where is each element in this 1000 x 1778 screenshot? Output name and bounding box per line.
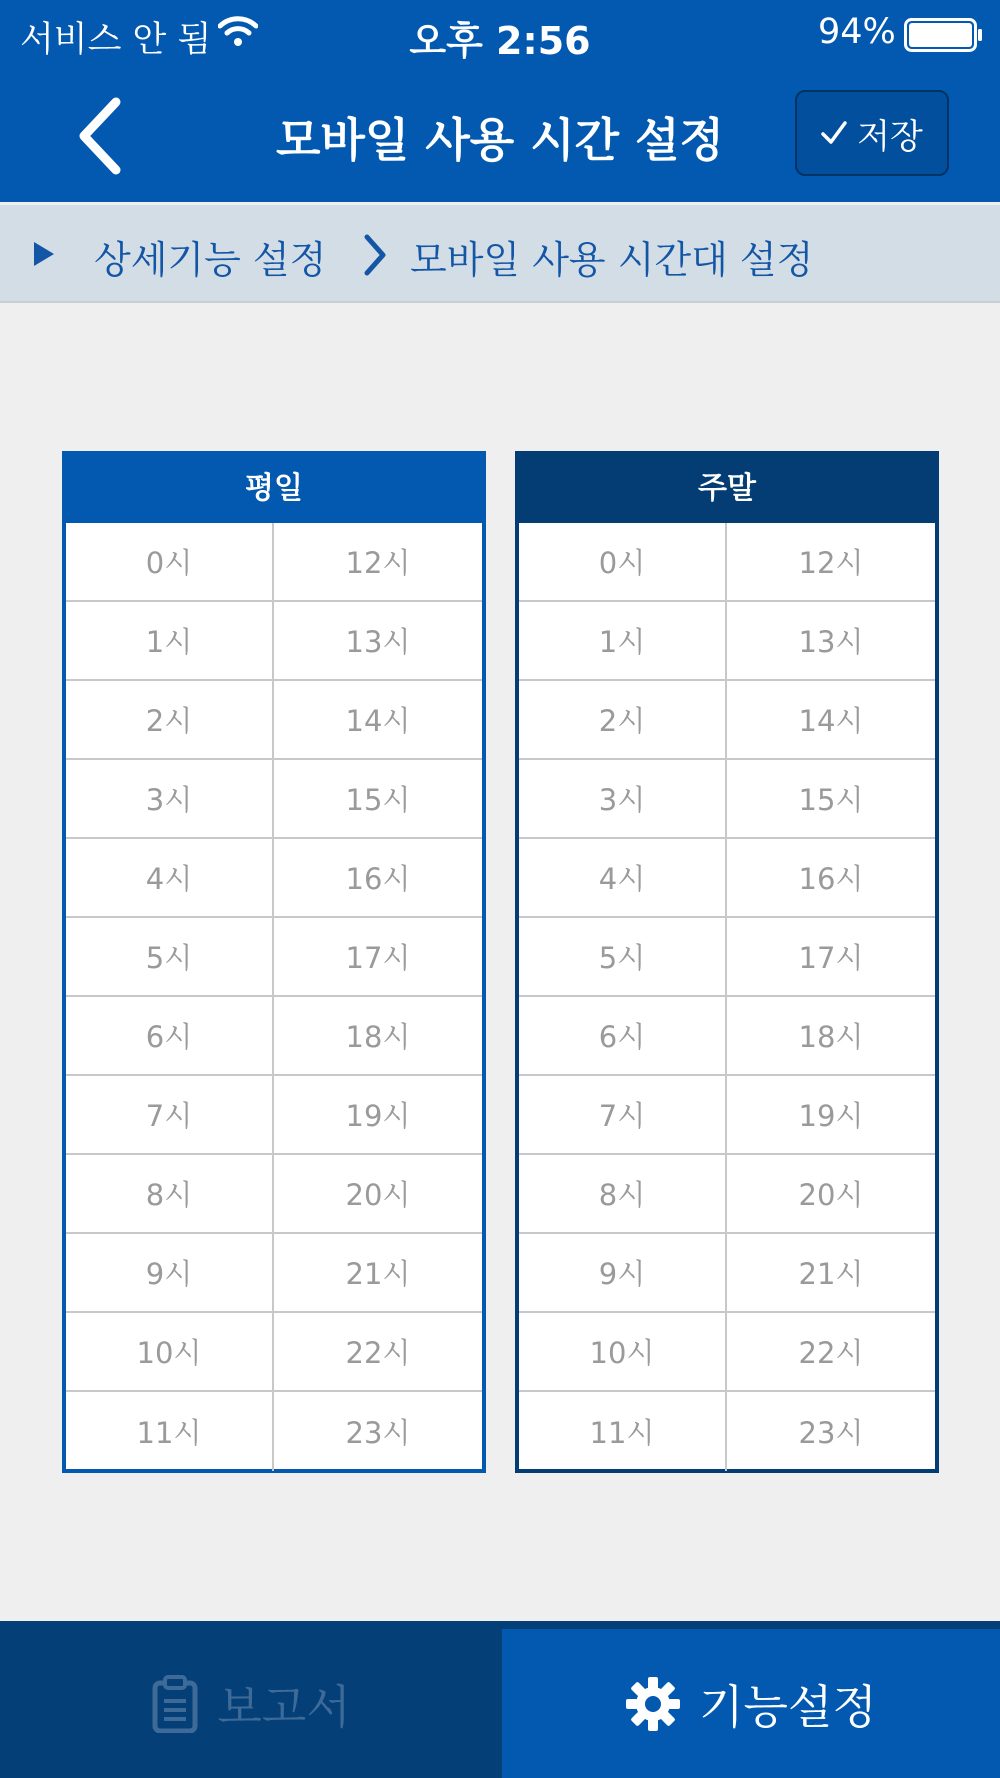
- navigation-bar: [0, 68, 1000, 202]
- weekend-hour-cell[interactable]: 15시: [727, 760, 935, 839]
- save-button[interactable]: [795, 90, 949, 176]
- weekend-hour-cell[interactable]: 16시: [727, 839, 935, 918]
- weekend-hour-cell[interactable]: 21시: [727, 1234, 935, 1313]
- weekday-hour-cell[interactable]: 8시: [66, 1155, 274, 1234]
- clipboard-icon: [151, 1675, 199, 1733]
- weekend-hour-cell[interactable]: 4시: [519, 839, 727, 918]
- weekday-hour-cell[interactable]: 4시: [66, 839, 274, 918]
- weekday-hour-cell[interactable]: 0시: [66, 523, 274, 602]
- weekday-hour-cell[interactable]: 11시: [66, 1392, 274, 1471]
- status-time: 오후 2:56: [409, 19, 591, 63]
- weekend-hour-cell[interactable]: 11시: [519, 1392, 727, 1471]
- weekday-hour-cell[interactable]: 20시: [274, 1155, 482, 1234]
- tab-settings-label: 기능설정: [699, 1679, 877, 1734]
- weekday-hour-grid: [66, 523, 482, 1471]
- weekend-hour-cell[interactable]: 22시: [727, 1313, 935, 1392]
- status-bar: [0, 0, 1000, 68]
- weekend-hour-cell[interactable]: 8시: [519, 1155, 727, 1234]
- weekend-hour-cell[interactable]: 6시: [519, 997, 727, 1076]
- tab-report-label: 보고서: [217, 1679, 351, 1734]
- weekend-hour-cell[interactable]: 20시: [727, 1155, 935, 1234]
- tab-bar: [0, 1621, 1000, 1778]
- battery-percentage: 94%: [818, 12, 896, 52]
- tab-feature-settings[interactable]: [502, 1629, 1000, 1778]
- weekend-hour-cell[interactable]: 17시: [727, 918, 935, 997]
- page-title: 모바일 사용 시간 설정: [276, 113, 724, 167]
- weekend-hour-cell[interactable]: 0시: [519, 523, 727, 602]
- weekday-hour-cell[interactable]: 3시: [66, 760, 274, 839]
- weekend-hour-cell[interactable]: 13시: [727, 602, 935, 681]
- weekday-hour-cell[interactable]: 13시: [274, 602, 482, 681]
- save-button-label: 저장: [857, 117, 923, 156]
- weekday-header: 평일: [66, 455, 482, 523]
- weekday-schedule: [62, 451, 486, 1473]
- weekday-hour-cell[interactable]: 2시: [66, 681, 274, 760]
- weekday-hour-cell[interactable]: 23시: [345, 1416, 411, 1450]
- weekday-hour-cell[interactable]: 21시: [274, 1234, 482, 1313]
- breadcrumb: [0, 205, 1000, 303]
- weekday-hour-cell[interactable]: 1시: [66, 602, 274, 681]
- weekend-hour-cell[interactable]: 23시: [798, 1416, 864, 1450]
- weekday-hour-cell[interactable]: 22시: [274, 1313, 482, 1392]
- weekend-hour-cell[interactable]: 18시: [727, 997, 935, 1076]
- weekday-hour-cell[interactable]: 12시: [274, 523, 482, 602]
- weekday-hour-cell[interactable]: 7시: [66, 1076, 274, 1155]
- weekend-header: 주말: [519, 455, 935, 523]
- weekend-hour-cell[interactable]: 12시: [727, 523, 935, 602]
- tab-report[interactable]: [0, 1629, 502, 1778]
- weekday-hour-cell[interactable]: 17시: [274, 918, 482, 997]
- battery-icon: [904, 18, 984, 52]
- weekend-hour-cell[interactable]: 3시: [519, 760, 727, 839]
- weekday-hour-cell[interactable]: 5시: [66, 918, 274, 997]
- weekend-hour-grid: [519, 523, 935, 1471]
- check-icon: [821, 120, 847, 146]
- breadcrumb-item-detail-settings[interactable]: 상세기능 설정: [94, 238, 327, 282]
- weekday-hour-cell[interactable]: 19시: [274, 1076, 482, 1155]
- weekday-hour-cell[interactable]: 6시: [66, 997, 274, 1076]
- triangle-right-icon: [34, 242, 54, 266]
- weekend-hour-cell[interactable]: 1시: [519, 602, 727, 681]
- weekend-schedule: [515, 451, 939, 1473]
- weekend-hour-cell[interactable]: 9시: [519, 1234, 727, 1313]
- weekday-hour-cell[interactable]: 18시: [274, 997, 482, 1076]
- weekday-hour-cell[interactable]: 15시: [274, 760, 482, 839]
- weekend-hour-cell[interactable]: 7시: [519, 1076, 727, 1155]
- weekday-hour-cell[interactable]: 14시: [274, 681, 482, 760]
- chevron-right-icon: [363, 233, 387, 277]
- breadcrumb-item-mobile-time: 모바일 사용 시간대 설정: [410, 238, 814, 282]
- weekend-hour-cell[interactable]: 2시: [519, 681, 727, 760]
- weekend-hour-cell[interactable]: 10시: [519, 1313, 727, 1392]
- status-carrier: 서비스 안 됨: [20, 20, 212, 60]
- weekday-hour-cell[interactable]: 16시: [274, 839, 482, 918]
- gear-icon: [625, 1676, 681, 1732]
- weekend-hour-cell[interactable]: 5시: [519, 918, 727, 997]
- weekday-hour-cell[interactable]: 10시: [66, 1313, 274, 1392]
- weekend-hour-cell[interactable]: 14시: [727, 681, 935, 760]
- weekday-hour-cell[interactable]: 9시: [66, 1234, 274, 1313]
- weekend-hour-cell[interactable]: 19시: [727, 1076, 935, 1155]
